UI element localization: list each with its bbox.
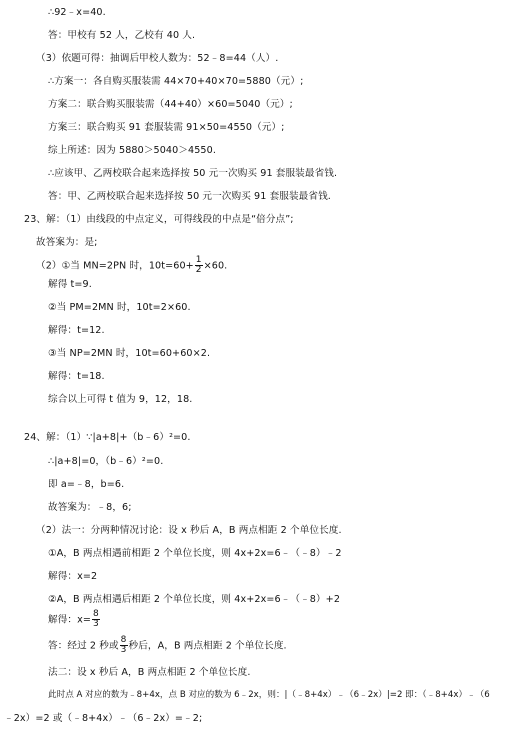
- text-line: 解得：t=18.: [48, 371, 105, 382]
- text-line: 法二：设 x 秒后 A，B 两点相距 2 个单位长度.: [48, 667, 251, 678]
- text-line: ③当 NP=2MN 时，10t=60+60×2.: [48, 348, 211, 359]
- text-line: 答：甲校有 52 人，乙校有 40 人.: [48, 30, 196, 41]
- fraction-denominator: 2: [195, 265, 202, 275]
- text-line: ∴应该甲、乙两校联合起来选择按 50 元一次购买 91 套服装最省钱.: [48, 168, 338, 179]
- fraction-eight-thirds: [92, 610, 100, 629]
- text-line: ∴方案一：各自购买服装需 44×70+40×70=5880（元）;: [48, 76, 304, 87]
- text-line: ∴|a+8|=0，（b﹣6）²=0.: [48, 456, 164, 467]
- fraction-eight-thirds: [120, 636, 128, 655]
- text-line: 答：甲、乙两校联合起来选择按 50 元一次购买 91 套服装最省钱.: [48, 191, 331, 202]
- equation-text: ×60.: [203, 260, 228, 272]
- text-line: 解得：t=12.: [48, 325, 105, 336]
- fraction-denominator: 3: [120, 645, 127, 655]
- text-line: 方案二：联合购买服装需（44+40）×60=5040（元）;: [48, 99, 293, 110]
- text-line: 解得：x=2: [48, 571, 98, 582]
- fraction-denominator: 3: [93, 619, 99, 629]
- text-line: 故答案为：﹣8，6;: [48, 502, 132, 513]
- text-line: （3）依题可得：抽调后甲校人数为：52﹣8=44（人）.: [36, 53, 279, 64]
- text-line: （2）法一：分两种情况讨论：设 x 秒后 A，B 两点相距 2 个单位长度.: [36, 525, 342, 536]
- equation-line: [48, 610, 101, 629]
- fraction-numerator: 1: [195, 255, 202, 265]
- text-line: ﹣2x）=2 或（﹣8+4x）﹣（6﹣2x）=﹣2;: [4, 713, 203, 724]
- text-line: 综上所述：因为 5880＞5040＞4550.: [48, 145, 216, 156]
- text-line: 方案三：联合购买 91 套服装需 91×50=4550（元）;: [48, 122, 285, 133]
- equation-line: [36, 256, 227, 275]
- text-line: ∴92﹣x=40.: [48, 7, 106, 18]
- equation-line: [48, 636, 287, 655]
- equation-text: 答：经过 2 秒或: [48, 640, 119, 652]
- equation-text: （2）①当 MN=2PN 时，10t=60+: [36, 260, 194, 272]
- question-23-heading: 23、解：（1）由线段的中点定义，可得线段的中点是“倍分点”;: [24, 214, 294, 225]
- fraction-numerator: 8: [120, 635, 127, 645]
- text-line: 解得 t=9.: [48, 279, 92, 290]
- text-line: 故答案为：是;: [36, 237, 98, 248]
- equation-text: 解得：x=: [48, 614, 91, 626]
- text-line: 综合以上可得 t 值为 9，12，18.: [48, 394, 193, 405]
- fraction-one-half: [195, 256, 203, 275]
- text-line: ②当 PM=2MN 时，10t=2×60.: [48, 302, 191, 313]
- text-line: 此时点 A 对应的数为﹣8+4x，点 B 对应的数为 6﹣2x，则：|（﹣8+4x）﹣（6﹣2x）|=2 即：（﹣8+4x）﹣（6: [48, 690, 490, 700]
- equation-text: 秒后，A，B 两点相距 2 个单位长度.: [128, 640, 287, 652]
- text-line: ②A，B 两点相遇后相距 2 个单位长度，则 4x+2x=6﹣（﹣8）+2: [48, 594, 341, 605]
- question-24-heading: 24、解：（1）∵|a+8|+（b﹣6）²=0.: [24, 432, 191, 443]
- text-line: 即 a=﹣8，b=6.: [48, 479, 125, 490]
- fraction-numerator: 8: [93, 609, 99, 619]
- text-line: ①A，B 两点相遇前相距 2 个单位长度，则 4x+2x=6﹣（﹣8）﹣2: [48, 548, 342, 559]
